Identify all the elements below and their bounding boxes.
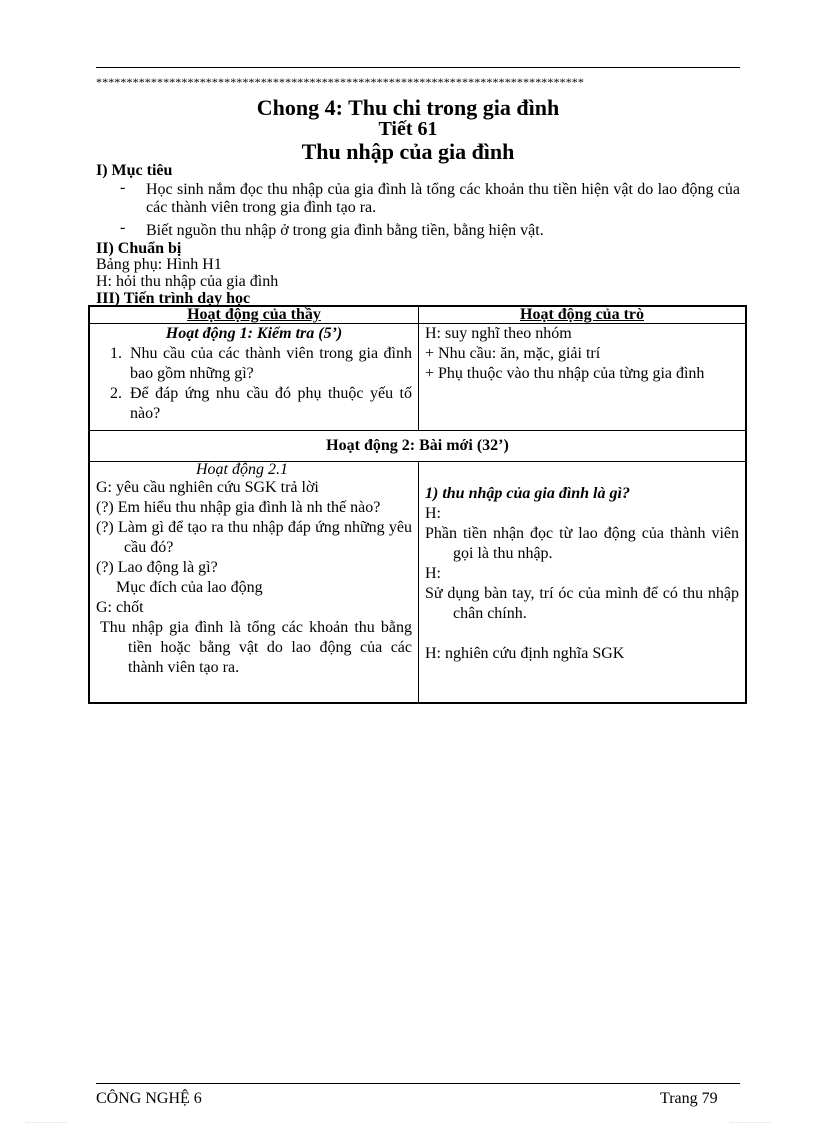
list-item: 1. Nhu cầu của các thành viên trong gia đình bao gồm những gì? [110, 345, 412, 382]
activity2-student-line: Sử dụng bàn tay, trí óc của mình để có thu nhập chân chính. [425, 585, 739, 622]
table-row-activity2-title [89, 431, 746, 462]
activity2-teacher-conclusion: Thu nhập gia đình là tổng các khoản thu bằng tiền hoặc bằng vật do lao động của các thành viên tạo ra. [100, 619, 412, 676]
header-stars: ******************************************************************************** [96, 75, 584, 89]
col-header-teacher: Hoạt động của thầy [89, 306, 419, 324]
lesson-title: Thu nhập của gia đình [301, 139, 515, 164]
objective-item-2: Biết nguồn thu nhập ở trong gia đình bằng tiền, bằng hiện vật. [146, 222, 544, 239]
lesson-table [88, 305, 747, 704]
activity2-teacher-line: (?) Làm gì để tạo ra thu nhập đáp ứng những yêu cầu đó? [96, 519, 412, 556]
footer-dots-right: .............. [730, 1116, 772, 1125]
activity1-student-line-2: + Nhu cầu: ăn, mặc, giải trí [425, 345, 601, 362]
bullet-dash: - [120, 219, 126, 236]
footer-page-number: Trang 79 [660, 1090, 718, 1107]
activity1-student-line-1: H: suy nghĩ theo nhóm [425, 325, 572, 342]
preparation-line-1: Bảng phụ: Hình H1 [96, 256, 222, 273]
activity2-student-heading: 1) thu nhập của gia đình là gì? [425, 485, 630, 502]
activity2-sub: Hoạt động 2.1 [196, 461, 288, 478]
table-row-activity2 [89, 462, 746, 704]
list-item: 2. Để đáp ứng nhu cầu đó phụ thuộc yếu tố nào? [110, 385, 412, 422]
activity1-questions [96, 344, 412, 424]
section-objectives-heading: I) Mục tiêu [96, 162, 173, 179]
footer-subject: CÔNG NGHỆ 6 [96, 1090, 202, 1107]
objective-item-1: Học sinh nắm đọc thu nhập của gia đình là tổng các khoản thu tiền hiện vật do lao động của các thành viên trong gia đình tạo ra. [146, 181, 740, 216]
activity2-student-line: H: [425, 505, 441, 522]
footer-rule [96, 1083, 740, 1084]
activity2-teacher-line: G: chốt [96, 599, 144, 616]
activity2-teacher-cell [89, 462, 419, 704]
activity2-student-line: H: nghiên cứu định nghĩa SGK [425, 645, 625, 662]
activity2-teacher-line: (?) Em hiểu thu nhập gia đình là nh thế nào? [96, 499, 381, 516]
activity1-teacher-cell [89, 324, 419, 431]
footer-dots-left: .............. [26, 1116, 68, 1125]
activity1-student-line-3: + Phụ thuộc vào thu nhập của từng gia đình [425, 365, 705, 382]
section-process-heading: III) Tiến trình dạy học [96, 290, 251, 307]
activity2-student-line: H: [425, 565, 441, 582]
activity1-student-cell [419, 324, 747, 431]
activity1-title: Hoạt động 1: Kiểm tra (5’) [165, 325, 343, 342]
activity2-teacher-line: Mục đích của lao động [116, 579, 263, 596]
activity2-teacher-line: G: yêu cầu nghiên cứu SGK trả lời [96, 479, 319, 496]
table-row-activity1 [89, 324, 746, 431]
section-preparation-heading: II) Chuẩn bị [96, 240, 182, 257]
lesson-number: Tiết 61 [378, 118, 438, 140]
activity2-teacher-line: (?) Lao động là gì? [96, 559, 218, 576]
chapter-title: Chong 4: Thu chi trong gia đình [256, 95, 560, 120]
preparation-line-2: H: hỏi thu nhập của gia đình [96, 273, 279, 290]
col-header-student: Hoạt động của trò [419, 306, 747, 324]
header-rule [96, 67, 740, 68]
activity2-student-cell [419, 462, 747, 704]
bullet-dash: - [120, 179, 126, 196]
activity2-student-line: Phần tiền nhận đọc từ lao động của thành viên gọi là thu nhập. [425, 525, 739, 562]
table-header-row [89, 306, 746, 324]
activity2-title: Hoạt động 2: Bài mới (32’) [89, 431, 746, 462]
